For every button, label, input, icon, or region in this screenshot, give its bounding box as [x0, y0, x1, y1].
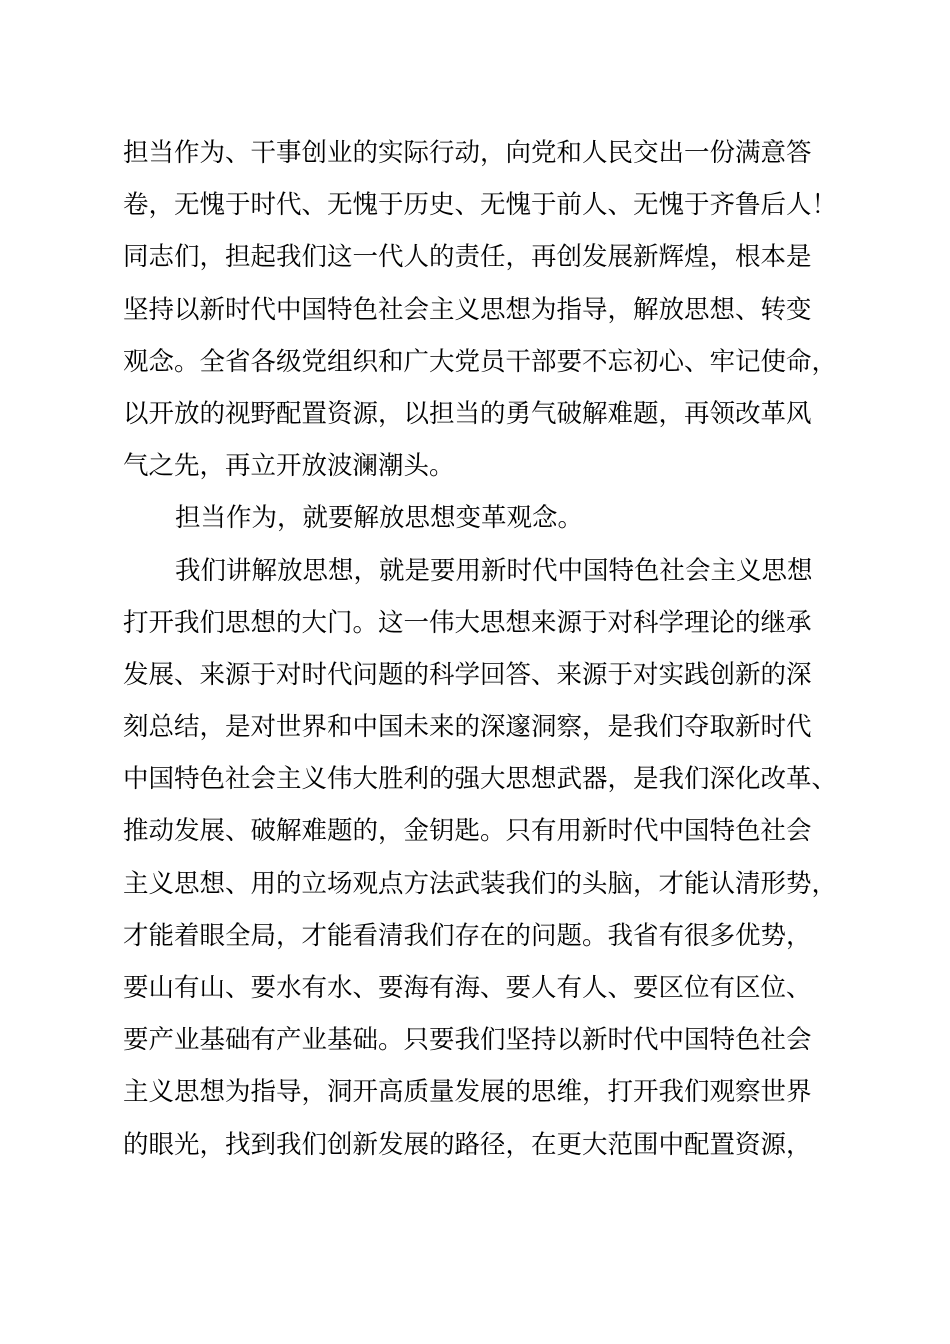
text-line: 担当作为、干事创业的实际行动，向党和人民交出一份满意答: [123, 138, 812, 168]
text-line: 打开我们思想的大门。这一伟大思想来源于对科学理论的继承: [123, 607, 812, 638]
text-line: 的眼光，找到我们创新发展的路径，在更大范围中配置资源，: [123, 1129, 812, 1160]
text-line: 以开放的视野配置资源，以担当的勇气破解难题，再领改革风: [123, 398, 812, 429]
text-line: 要产业基础有产业基础。只要我们坚持以新时代中国特色社会: [123, 1025, 812, 1056]
text-line: 卷，无愧于时代、无愧于历史、无愧于前人、无愧于齐鲁后人！: [123, 190, 838, 221]
text-line: 中国特色社会主义伟大胜利的强大思想武器，是我们深化改革、: [123, 764, 838, 795]
text-line: 刻总结，是对世界和中国未来的深邃洞察，是我们夺取新时代: [123, 712, 812, 743]
text-line: 气之先，再立开放波澜潮头。: [123, 451, 455, 482]
text-line: 观念。全省各级党组织和广大党员干部要不忘初心、牢记使命，: [123, 346, 838, 377]
text-line: 主义思想、用的立场观点方法武装我们的头脑，才能认清形势，: [123, 868, 838, 899]
text-line: 我们讲解放思想，就是要用新时代中国特色社会主义思想: [175, 555, 813, 586]
text-line: 同志们，担起我们这一代人的责任，再创发展新辉煌，根本是: [123, 242, 812, 273]
text-line: 发展、来源于对时代问题的科学回答、来源于对实践创新的深: [123, 659, 812, 690]
text-line: 才能着眼全局，才能看清我们存在的问题。我省有很多优势，: [123, 920, 812, 951]
text-line: 坚持以新时代中国特色社会主义思想为指导，解放思想、转变: [123, 294, 812, 325]
paragraph-heading: 担当作为，就要解放思想变革观念。: [175, 503, 584, 534]
text-line: 要山有山、要水有水、要海有海、要人有人、要区位有区位、: [123, 973, 812, 1003]
text-line: 推动发展、破解难题的，金钥匙。只有用新时代中国特色社会: [123, 816, 812, 847]
body-text: [123, 131, 863, 1175]
text-line: 主义思想为指导，洞开高质量发展的思维，打开我们观察世界: [123, 1077, 812, 1108]
